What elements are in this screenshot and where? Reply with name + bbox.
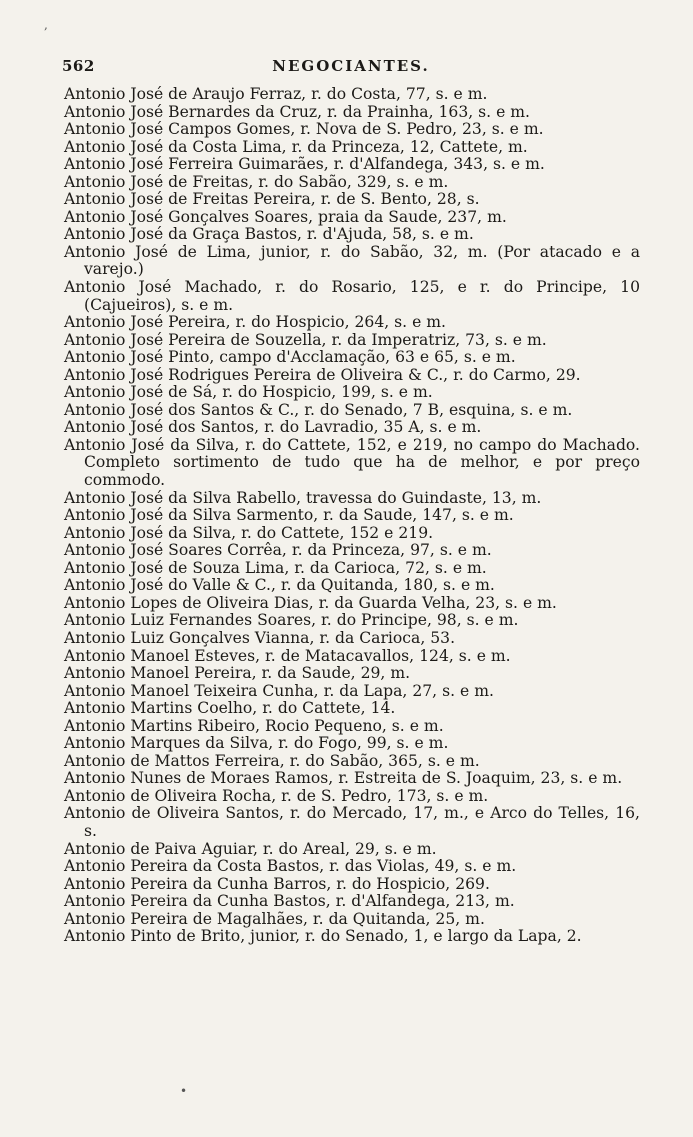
merchant-entry: Antonio José Campos Gomes, r. Nova de S. Pedro, 23, s. e m. — [64, 120, 544, 139]
merchant-entry: Antonio José Machado, r. do Rosario, 125, e r. do Principe, 10 (Cajueiros), s. e m. — [64, 278, 640, 314]
merchant-entry: Antonio de Oliveira Rocha, r. de S. Pedro, 173, s. e m. — [64, 786, 489, 805]
merchant-entry: Antonio José da Silva Sarmento, r. da Saude, 147, s. e m. — [64, 506, 514, 525]
merchant-entry: Antonio Marques da Silva, r. do Fogo, 99, s. e m. — [64, 734, 449, 753]
merchant-entry: Antonio Pereira da Costa Bastos, r. das Violas, 49, s. e m. — [64, 857, 517, 876]
running-title: NEGOCIANTES. — [272, 57, 430, 75]
merchant-entry: Antonio Pereira da Cunha Barros, r. do Hospicio, 269. — [64, 874, 490, 893]
merchant-entry: Antonio José de Freitas Pereira, r. de S. Bento, 28, s. — [64, 190, 480, 209]
merchant-entry: Antonio José de Souza Lima, r. da Carioca, 72, s. e m. — [64, 558, 487, 577]
merchant-entry: Antonio José dos Santos, r. do Lavradio, 35 A, s. e m. — [64, 418, 482, 437]
merchant-entry: Antonio de Oliveira Santos, r. do Mercado, 17, m., e Arco do Telles, 16, s. — [64, 804, 640, 840]
merchant-entry: Antonio José da Costa Lima, r. da Princeza, 12, Cattete, m. — [64, 137, 528, 156]
printer-mark: , — [44, 18, 48, 32]
merchant-entry: Antonio José do Valle & C., r. da Quitanda, 180, s. e m. — [64, 576, 495, 595]
merchant-entry: Antonio José Rodrigues Pereira de Oliveira & C., r. do Carmo, 29. — [64, 365, 581, 384]
page-header — [62, 57, 640, 79]
merchant-entry: Antonio José Pinto, campo d'Acclamação, 63 e 65, s. e m. — [64, 348, 516, 367]
printer-mark: • — [180, 1084, 188, 1098]
merchant-entry: Antonio Pinto de Brito, junior, r. do Senado, 1, e largo da Lapa, 2. — [64, 927, 582, 946]
merchant-list — [64, 86, 640, 946]
merchant-entry: Antonio José dos Santos & C., r. do Senado, 7 B, esquina, s. e m. — [64, 400, 573, 419]
merchant-entry: Antonio José de Sá, r. do Hospicio, 199, s. e m. — [64, 383, 433, 402]
merchant-entry: Antonio Martins Ribeiro, Rocio Pequeno, s. e m. — [64, 716, 444, 735]
merchant-entry: Antonio Martins Coelho, r. do Cattete, 14. — [64, 699, 396, 718]
merchant-entry: Antonio Lopes de Oliveira Dias, r. da Guarda Velha, 23, s. e m. — [64, 593, 557, 612]
merchant-entry: Antonio José de Araujo Ferraz, r. do Costa, 77, s. e m. — [64, 85, 488, 103]
merchant-entry: Antonio Manoel Pereira, r. da Saude, 29, m. — [64, 664, 411, 683]
merchant-entry: Antonio José da Silva, r. do Cattete, 152 e 219. — [64, 523, 434, 542]
merchant-entry: Antonio Pereira de Magalhães, r. da Quitanda, 25, m. — [64, 909, 485, 928]
merchant-entry: Antonio Pereira da Cunha Bastos, r. d'Alfandega, 213, m. — [64, 892, 515, 911]
merchant-entry: Antonio José Soares Corrêa, r. da Princeza, 97, s. e m. — [64, 541, 492, 560]
merchant-entry: Antonio José Pereira de Souzella, r. da Imperatriz, 73, s. e m. — [64, 330, 547, 349]
merchant-entry: Antonio Nunes de Moraes Ramos, r. Estreita de S. Joaquim, 23, s. e m. — [64, 769, 623, 788]
merchant-entry: Antonio José Bernardes da Cruz, r. da Prainha, 163, s. e m. — [64, 102, 530, 121]
merchant-entry: Antonio de Paiva Aguiar, r. do Areal, 29, s. e m. — [64, 839, 437, 858]
page-number: 562 — [62, 57, 95, 75]
merchant-entry: Antonio de Mattos Ferreira, r. do Sabão, 365, s. e m. — [64, 751, 480, 770]
merchant-entry: Antonio Luiz Fernandes Soares, r. do Principe, 98, s. e m. — [64, 611, 519, 630]
merchant-entry: Antonio José da Silva Rabello, travessa do Guindaste, 13, m. — [64, 488, 542, 507]
merchant-entry: Antonio Luiz Gonçalves Vianna, r. da Carioca, 53. — [64, 628, 456, 647]
merchant-entry: Antonio José Pereira, r. do Hospicio, 264, s. e m. — [64, 313, 447, 332]
merchant-entry: Antonio José Gonçalves Soares, praia da Saude, 237, m. — [64, 207, 507, 226]
merchant-entry: Antonio José de Lima, junior, r. do Sabão, 32, m. (Por atacado e a varejo.) — [64, 242, 640, 279]
merchant-entry: Antonio Manoel Teixeira Cunha, r. da Lapa, 27, s. e m. — [64, 681, 494, 700]
merchant-entry: Antonio José da Graça Bastos, r. d'Ajuda, 58, s. e m. — [64, 225, 474, 244]
merchant-entry: Antonio Manoel Esteves, r. de Matacavallos, 124, s. e m. — [64, 646, 511, 665]
merchant-entry: Antonio José de Freitas, r. do Sabão, 329, s. e m. — [64, 172, 449, 191]
merchant-entry: Antonio José da Silva, r. do Cattete, 152, e 219, no campo do Machado. Completo sortimento de tudo que ha de melhor, e por preço commodo. — [64, 435, 640, 490]
merchant-entry: Antonio José Ferreira Guimarães, r. d'Alfandega, 343, s. e m. — [64, 155, 545, 174]
